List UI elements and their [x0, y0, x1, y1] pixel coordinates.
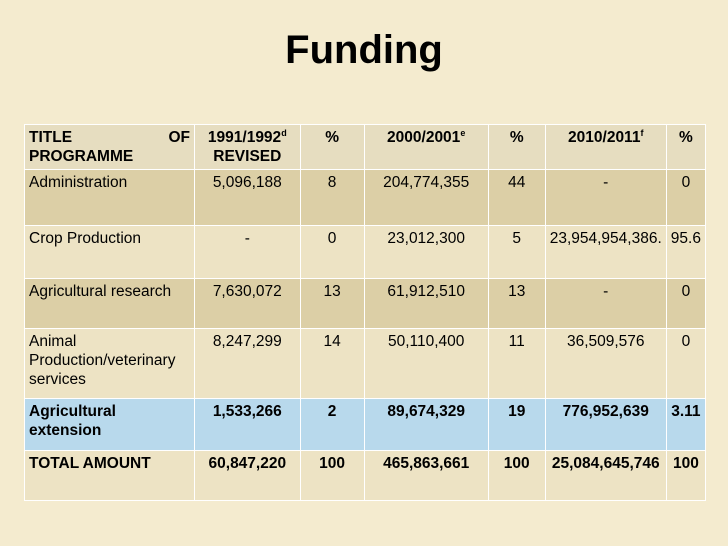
- table-cell: 8: [300, 170, 364, 226]
- table-cell: 100: [666, 451, 705, 501]
- table-cell: Agricultural research: [25, 279, 195, 329]
- table-cell: 1,533,266: [195, 399, 301, 451]
- table-cell: 25,084,645,746: [545, 451, 666, 501]
- table-cell: 89,674,329: [364, 399, 488, 451]
- table-cell: 11: [488, 329, 545, 399]
- table-cell: 100: [488, 451, 545, 501]
- table-cell: 14: [300, 329, 364, 399]
- table-cell: 0: [666, 279, 705, 329]
- table-cell: 465,863,661: [364, 451, 488, 501]
- table-cell: 776,952,639: [545, 399, 666, 451]
- table-row: [25, 279, 706, 329]
- table-cell: Crop Production: [25, 226, 195, 279]
- table-cell: 13: [488, 279, 545, 329]
- table-cell: Agricultural extension: [25, 399, 195, 451]
- table-cell: 95.6: [666, 226, 705, 279]
- header-percent-3: %: [666, 125, 705, 170]
- table-cell: 36,509,576: [545, 329, 666, 399]
- table-cell: 5: [488, 226, 545, 279]
- table-cell: Animal Production/veterinary services: [25, 329, 195, 399]
- header-percent-1: %: [300, 125, 364, 170]
- table-cell: 100: [300, 451, 364, 501]
- table-cell: -: [545, 279, 666, 329]
- table-cell: 7,630,072: [195, 279, 301, 329]
- table-cell: 19: [488, 399, 545, 451]
- table-row: [25, 329, 706, 399]
- funding-table: [24, 124, 706, 501]
- header-percent-2: %: [488, 125, 545, 170]
- table-cell: 5,096,188: [195, 170, 301, 226]
- table-cell: 13: [300, 279, 364, 329]
- table-cell: Administration: [25, 170, 195, 226]
- header-1991-1992: 1991/1992$^d$ REVISED: [195, 125, 301, 170]
- table-cell: -: [195, 226, 301, 279]
- table-cell: 61,912,510: [364, 279, 488, 329]
- table-cell: 60,847,220: [195, 451, 301, 501]
- table-cell: 0: [300, 226, 364, 279]
- table-header-row: [25, 125, 706, 170]
- table-cell: 23,954,954,386.: [545, 226, 666, 279]
- table-cell: 0: [666, 170, 705, 226]
- table-cell: 50,110,400: [364, 329, 488, 399]
- header-2010-2011: 2010/2011$^f$: [545, 125, 666, 170]
- table-cell: 23,012,300: [364, 226, 488, 279]
- table-cell: -: [545, 170, 666, 226]
- table-cell: TOTAL AMOUNT: [25, 451, 195, 501]
- table-cell: 0: [666, 329, 705, 399]
- table-row-total: [25, 451, 706, 501]
- table-row: [25, 226, 706, 279]
- table-cell: 8,247,299: [195, 329, 301, 399]
- header-2000-2001: 2000/2001e: [364, 125, 488, 170]
- header-title-of-programme: TITLE OF PROGRAMME: [25, 125, 195, 170]
- table-cell: 204,774,355: [364, 170, 488, 226]
- table-row-highlighted: [25, 399, 706, 451]
- slide-title: Funding: [285, 28, 443, 72]
- table-cell: 2: [300, 399, 364, 451]
- table-cell: 3.11: [666, 399, 705, 451]
- table-row: [25, 170, 706, 226]
- table-cell: 44: [488, 170, 545, 226]
